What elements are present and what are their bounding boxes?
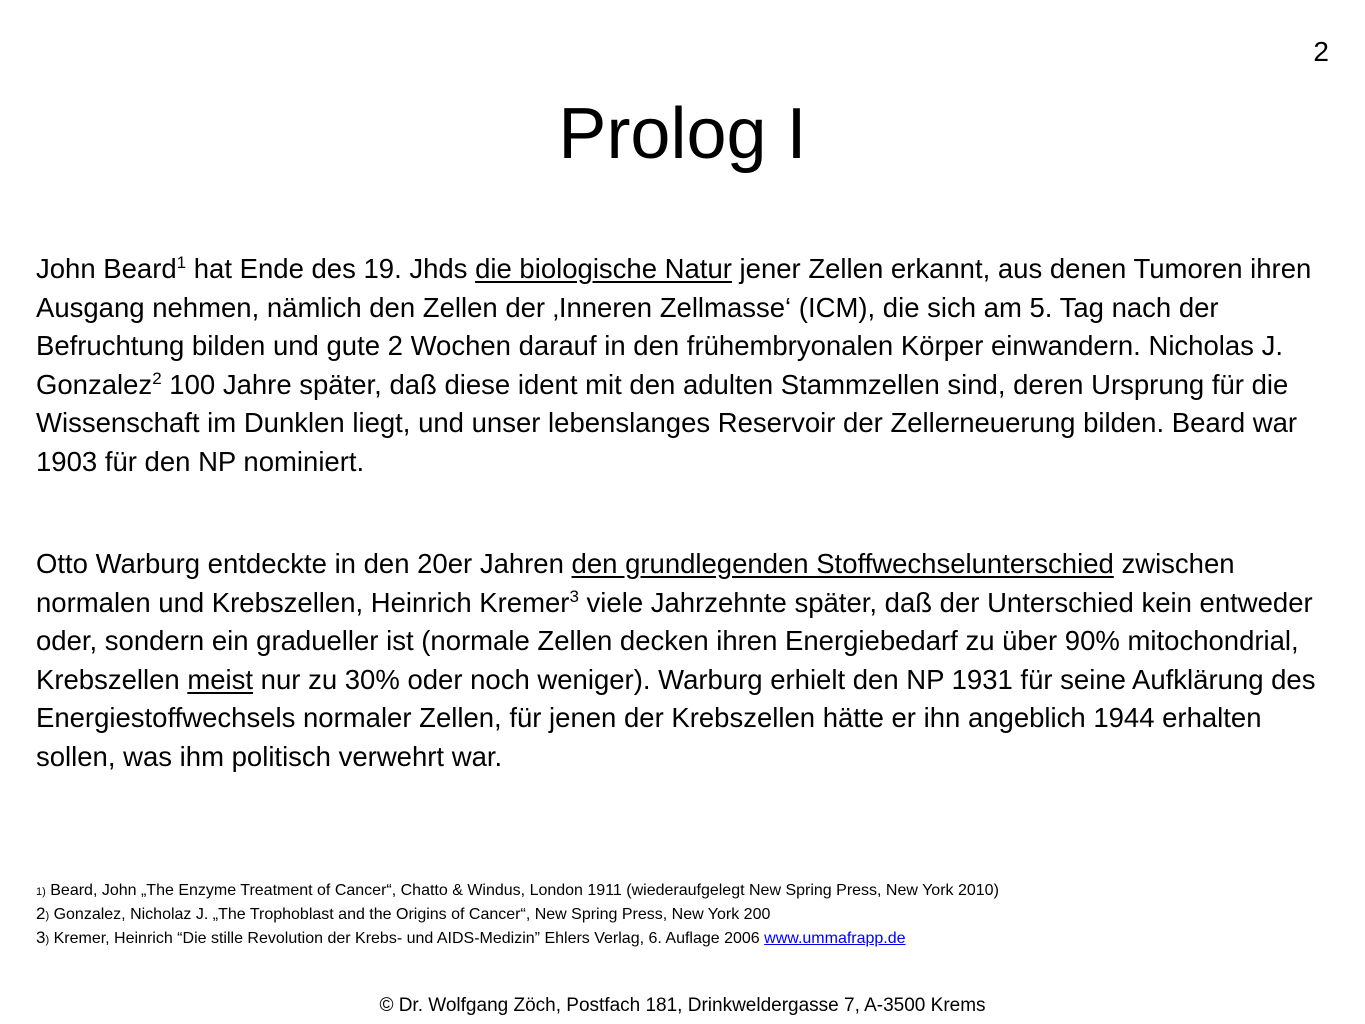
footnote-text: Beard, John „The Enzyme Treatment of Cancer“, Chatto & Windus, London 1911 (wiederaufgelegt New Spring Press, New York 2010) bbox=[45, 882, 999, 899]
p2-text-3: viele Jahrzehnte später, daß der Unterschied kein entweder oder, sondern ein gradueller ist (normale Zellen decken ihren Energiebedarf zu über 90% mitochondrial, Krebszellen bbox=[36, 586, 1313, 695]
p2-text-4: nur zu 30% oder noch weniger). Warburg erhielt den NP 1931 für seine Aufklärung des Energiestoffwechsels normaler Zellen, für jenen der Krebszellen hätte er ihn angeblich 1944 erhalten sollen, was ihm politisch verwehrt war. bbox=[36, 663, 1316, 772]
p2-text-1: Otto Warburg entdeckte in den 20er Jahren bbox=[36, 548, 572, 579]
p1-text-4: 100 Jahre später, daß diese ident mit den adulten Stammzellen sind, deren Ursprung für die Wissenschaft im Dunklen liegt, und unser lebenslanges Reservoir der Zellerneuerung bilden. Beard war 1903 für den NP nominiert. bbox=[36, 368, 1298, 477]
slide-title: Prolog I bbox=[558, 94, 807, 174]
paragraph-beard bbox=[36, 250, 1336, 482]
footnote-ref-3: 3 bbox=[569, 586, 579, 606]
p2-underlined-word: meist bbox=[187, 663, 254, 695]
footnotes bbox=[36, 880, 1336, 951]
p2-text-2: zwischen normalen und Krebszellen, Heinrich Kremer bbox=[36, 548, 1235, 618]
footnote-paren: ) bbox=[45, 910, 50, 922]
p1-underlined-phrase: die biologische Natur bbox=[475, 253, 732, 284]
copyright-footer: © Dr. Wolfgang Zöch, Postfach 181, Drinkweldergasse 7, A-3500 Krems bbox=[379, 995, 986, 1016]
footnote-text: Kremer, Heinrich “Die stille Revolution der Krebs- und AIDS-Medizin” Ehlers Verlag, 6. Auflage 2006 bbox=[49, 930, 765, 947]
footnote-paren: ) bbox=[45, 934, 50, 946]
website-link[interactable]: www.ummafrapp.de bbox=[764, 930, 906, 947]
footnote-3 bbox=[36, 927, 1336, 951]
footnote-number: 2 bbox=[36, 904, 46, 923]
paragraph-warburg bbox=[36, 545, 1336, 777]
footnote-ref-1: 1 bbox=[176, 253, 187, 272]
p1-text-1: John Beard bbox=[36, 253, 177, 284]
footnote-number: 1 bbox=[36, 886, 43, 898]
footnote-ref-2: 2 bbox=[152, 368, 162, 388]
page-number: 2 bbox=[1313, 36, 1329, 67]
footnote-paren: ) bbox=[42, 886, 46, 898]
p1-text-3: jener Zellen erkannt, aus denen Tumoren ihren Ausgang nehmen, nämlich den Zellen der ‚Inneren Zellmasse‘ (ICM), die sich am 5. Tag nach der Befruchtung bilden und gute 2 Wochen darauf in den frühembryonalen Körper einwandern. Nicholas J. Gonzalez bbox=[36, 253, 1312, 400]
footnote-1 bbox=[36, 880, 1336, 903]
p1-text-2: hat Ende des 19. Jhds bbox=[186, 253, 476, 284]
footnote-2 bbox=[36, 903, 1336, 927]
footnote-text: Gonzalez, Nicholaz J. „The Trophoblast and the Origins of Cancer“, New Spring Press, New York 200 bbox=[49, 906, 771, 923]
p2-underlined-phrase: den grundlegenden Stoffwechselunterschied bbox=[571, 548, 1114, 579]
footnote-number: 3 bbox=[36, 928, 46, 947]
